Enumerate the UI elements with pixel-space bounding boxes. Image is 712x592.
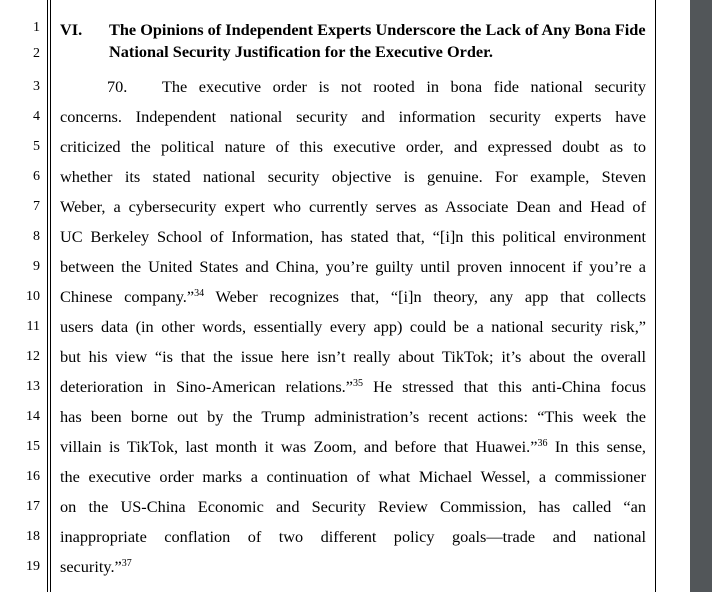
line-number: 1: [33, 20, 40, 35]
paragraph-line: [60, 317, 646, 337]
paragraph-line: [60, 527, 646, 547]
line-number: 11: [26, 319, 40, 334]
paragraph-line: [60, 197, 646, 217]
line-number: 3: [33, 79, 40, 94]
line-number: 16: [26, 469, 40, 484]
line-number: 17: [26, 499, 40, 514]
line-text: users data (in other words, essentially every app) could be a national security risk,”: [60, 317, 646, 336]
line-number: 14: [26, 409, 40, 424]
paragraph-line: [60, 347, 646, 367]
paragraph-line: [60, 377, 646, 397]
paragraph-line: [60, 287, 646, 307]
footnote-ref-36[interactable]: 36: [537, 438, 548, 449]
line-number: 19: [26, 559, 40, 574]
line-text: whether its stated national security objective is genuine. For example, Steven: [60, 167, 646, 186]
section-title: The Opinions of Independent Experts Underscore the Lack of Any Bona Fide National Security Justification for the Executive Order.: [109, 20, 646, 61]
paragraph-line: [60, 167, 646, 187]
paragraph-line: [60, 107, 646, 127]
paragraph-line: [60, 497, 646, 517]
line-text: on the US-China Economic and Security Review Commission, has called “an: [60, 497, 646, 516]
viewer-background: [690, 0, 712, 592]
line-text: deterioration in Sino-American relations.”: [60, 377, 353, 396]
line-number: 5: [33, 139, 40, 154]
line-text: concerns. Independent national security and information security experts have: [60, 107, 646, 126]
line-text: Chinese company.”: [60, 287, 195, 306]
line-text: criticized the political nature of this executive order, and expressed doubt as to: [60, 137, 646, 156]
line-text: inappropriate conflation of two different policy goals—trade and national: [60, 527, 646, 546]
paragraph-line: [60, 137, 646, 157]
footnote-ref-35[interactable]: 35: [352, 378, 363, 389]
paragraph-line: [107, 77, 646, 97]
line-text: but his view “is that the issue here isn’t really about TikTok; it’s about the overall: [60, 347, 646, 366]
line-number: 2: [33, 46, 40, 61]
line-text: the executive order marks a continuation of what Michael Wessel, a commissioner: [60, 467, 646, 486]
left-margin-rule: [47, 0, 48, 592]
line-text-after: Weber recognizes that, “[i]n theory, any app that collects: [204, 287, 646, 306]
line-number: 6: [33, 169, 40, 184]
paragraph-line: [60, 437, 646, 457]
left-margin-rule-inner: [50, 0, 51, 592]
line-text: 70. The executive order is not rooted in bona fide national security: [107, 77, 646, 96]
paragraph-line: [60, 467, 646, 487]
line-number: 4: [33, 109, 40, 124]
line-number: 13: [26, 379, 40, 394]
line-text: security.”: [60, 557, 122, 576]
line-number: 7: [33, 199, 40, 214]
line-number: 10: [26, 289, 40, 304]
line-number: 15: [26, 439, 40, 454]
line-text: between the United States and China, you’re guilty until proven innocent if you’re a: [60, 257, 646, 276]
footnote-ref-34[interactable]: 34: [194, 288, 205, 299]
paragraph-line: [60, 227, 646, 247]
paragraph-line: [60, 557, 646, 577]
line-text: Weber, a cybersecurity expert who currently serves as Associate Dean and Head of: [60, 197, 646, 216]
line-text-after: In this sense,: [547, 437, 646, 456]
section-number: VI.: [60, 20, 83, 39]
paragraph-line: [60, 257, 646, 277]
right-margin-rule: [655, 0, 656, 592]
line-number: 12: [26, 349, 40, 364]
line-text: UC Berkeley School of Information, has stated that, “[i]n this political environment: [60, 227, 646, 246]
line-text: has been borne out by the Trump administration’s recent actions: “This week the: [60, 407, 646, 426]
footnote-ref-37[interactable]: 37: [121, 558, 132, 569]
paragraph-line: [60, 407, 646, 427]
line-text: villain is TikTok, last month it was Zoom, and before that Huawei.”: [60, 437, 538, 456]
line-number: 18: [26, 529, 40, 544]
line-text-after: He stressed that this anti-China focus: [362, 377, 646, 396]
line-number: 9: [33, 259, 40, 274]
line-number: 8: [33, 229, 40, 244]
